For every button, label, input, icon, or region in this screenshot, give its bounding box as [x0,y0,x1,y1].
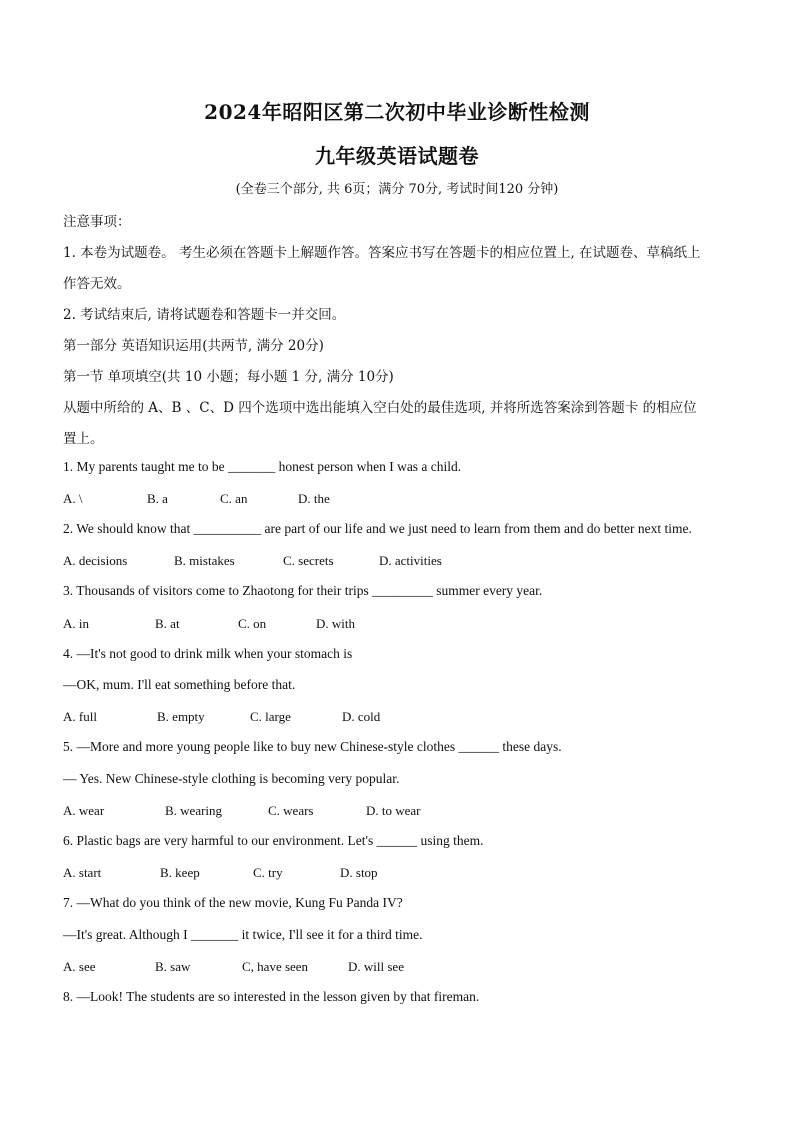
question-7-reply: —It's great. Although I _______ it twice, I'll see it for a third time. [63,927,423,942]
question-3-stem: 3. Thousands of visitors come to Zhaotong for their trips _________ summer every year. [63,583,543,598]
question-4-option-d: D. cold [342,709,381,724]
exam-subtitle: 九年级英语试题卷 [315,144,479,168]
question-3-option-c: C. on [238,616,267,631]
question-7-option-b: B. saw [155,959,191,974]
question-4-stem: 4. —It's not good to drink milk when your stomach is [63,646,353,661]
question-4-option-a: A. full [63,709,97,724]
question-1-stem: 1. My parents taught me to be _______ honest person when I was a child. [63,459,462,474]
question-1-option-b: B. a [147,491,168,506]
question-3-option-d: D. with [316,616,355,631]
question-7-option-d: D. will see [348,959,404,974]
question-2-stem: 2. We should know that __________ are part of our life and we just need to learn from them and do better next time. [63,521,692,536]
instruction-line-1: 从题中所给的 A、B 、C、D 四个选项中选出能填入空白处的最佳选项, 并将所选答案涂到答题卡 的相应位 [63,400,697,416]
question-3-option-a: A. in [63,616,89,631]
question-7-stem: 7. —What do you think of the new movie, Kung Fu Panda IV? [63,895,403,910]
instruction-line-2: 置上。 [63,431,104,447]
question-1-option-c: C. an [220,491,248,506]
question-2-option-b: B. mistakes [174,553,235,568]
question-8-stem: 8. —Look! The students are so interested in the lesson given by that fireman. [63,989,480,1004]
question-4-reply: —OK, mum. I'll eat something before that. [63,677,296,692]
exam-info-note: (全卷三个部分, 共 6页；满分 70分, 考试时间120 分钟) [235,182,559,197]
question-2-option-c: C. secrets [283,553,334,568]
question-5-option-d: D. to wear [366,803,421,818]
question-6-option-d: D. stop [340,865,378,880]
question-5-option-b: B. wearing [165,803,223,818]
question-5-option-a: A. wear [63,803,105,818]
question-1-option-d: D. the [298,491,330,506]
notice-item-2: 2. 考试结束后, 请将试题卷和答题卡一并交回。 [63,307,346,323]
question-6-stem: 6. Plastic bags are very harmful to our environment. Let's ______ using them. [63,833,484,848]
question-6-option-c: C. try [253,865,283,880]
notice-item-1-line-2: 作答无效。 [63,276,131,292]
question-4-option-b: B. empty [157,709,205,724]
question-7-option-c: C, have seen [242,959,309,974]
question-6-option-a: A. start [63,865,102,880]
part-1-heading: 第一部分 英语知识运用(共两节, 满分 20分) [63,338,324,354]
question-5-reply: — Yes. New Chinese-style clothing is becoming very popular. [63,771,400,786]
question-5-option-c: C. wears [268,803,314,818]
exam-title: 2024年昭阳区第二次初中毕业诊断性检测 [204,100,590,124]
question-7-option-a: A. see [63,959,96,974]
question-6-option-b: B. keep [160,865,200,880]
question-4-option-c: C. large [250,709,291,724]
question-2-option-a: A. decisions [63,553,128,568]
question-2-option-d: D. activities [379,553,442,568]
question-3-option-b: B. at [155,616,180,631]
section-1-heading: 第一节 单项填空(共 10 小题；每小题 1 分, 满分 10分) [63,369,394,385]
question-1-option-a: A. \ [63,491,83,506]
question-5-stem: 5. —More and more young people like to buy new Chinese-style clothes ______ these days. [63,739,562,754]
notice-item-1-line-1: 1. 本卷为试题卷。 考生必须在答题卡上解题作答。答案应书写在答题卡的相应位置上, 在试题卷、草稿纸上 [63,245,701,261]
notice-heading: 注意事项： [63,214,131,230]
